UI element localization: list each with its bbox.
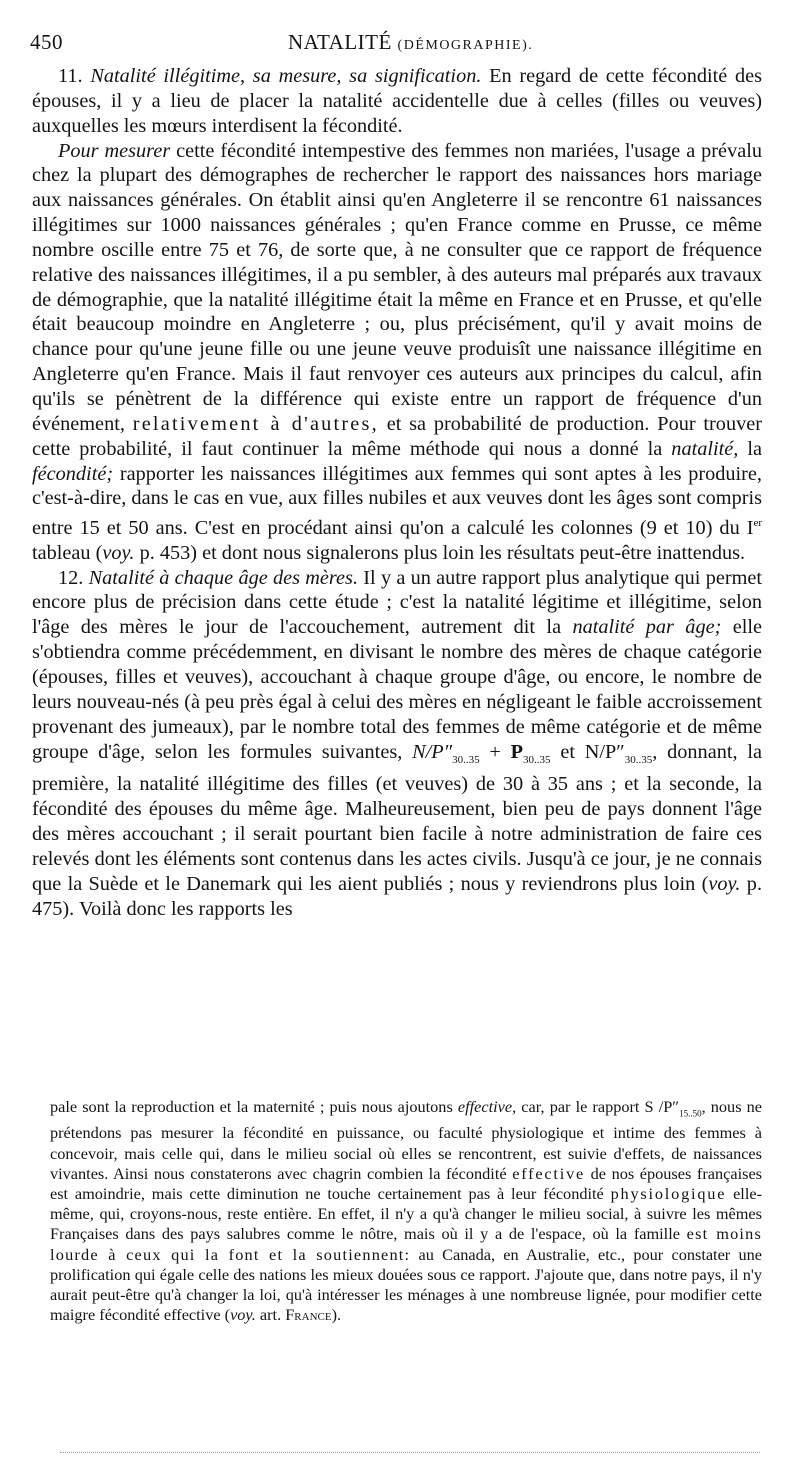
section-12-heading: Natalité à chaque âge des mères. bbox=[88, 566, 359, 589]
footnote-text-7: art. bbox=[259, 1305, 282, 1325]
section-12-paragraph bbox=[32, 566, 762, 922]
section-11-number: 11. bbox=[58, 65, 83, 87]
footnote-small-caps: France bbox=[285, 1305, 332, 1325]
footnote-text-4: de nos épouses françaises est amoindrie, mais cette diminution ne touche certainement pas à leur fécondité bbox=[50, 1163, 763, 1204]
main-text bbox=[32, 64, 762, 922]
measure-italic-natalite: natalité, bbox=[671, 437, 739, 460]
footnote-text-3: , nous ne prétendons pas mesurer la fécondité en puissance, ou faculté physiologique et intime des femmes à concevoir, mais celle qui, dans le milieu social où elles se rencontrent, est suivie d'effets, de naissances vivantes. Ainsi nous constaterons avec chagrin combien la fécondité bbox=[50, 1097, 762, 1183]
measure-text-2: et sa probabilité de production. Pour trouver cette probabilité, il faut continuer la même méthode qui nous a donné la bbox=[32, 412, 762, 460]
measure-lead: Pour mesurer bbox=[58, 139, 171, 162]
page-number: 450 bbox=[30, 30, 63, 54]
footnote-text-2: car, par le rapport S bbox=[521, 1097, 654, 1116]
measure-sup: er bbox=[753, 517, 762, 530]
formula-1b-sub: 30..35 bbox=[523, 753, 551, 766]
footnote-voy: voy. bbox=[230, 1305, 256, 1325]
measure-spaced: relativement à d'autres, bbox=[132, 412, 379, 435]
section-12-text-5: p. 475). Voilà donc les rapports les bbox=[32, 872, 763, 920]
section-12-text-1: Il y a un autre rapport plus analytique qui permet encore plus de précision dans cette étude ; c'est la natalité légitime et illégitime, selon l'âge des mères le jour de l'accouchement, autrement dit la bbox=[32, 566, 762, 639]
bottom-dotted-rule bbox=[60, 1452, 760, 1455]
footnote-spaced-1: effective bbox=[512, 1163, 586, 1183]
footnote-paragraph bbox=[50, 1097, 762, 1325]
formula-plus: + bbox=[479, 740, 511, 763]
section-12-italic: natalité par âge; bbox=[572, 616, 722, 639]
section-11-paragraph bbox=[32, 64, 762, 139]
footnote-text-5: elle-même, qui, croyons-nous, reste entière. En effet, il n'y a qu'à changer le milieu social, à suivre les mêmes Françaises dans des pays salubres comme le nôtre, mais où il y a de l'espace, où la famille bbox=[50, 1184, 762, 1244]
measure-text-3: la bbox=[747, 437, 763, 460]
section-12-voy: voy. bbox=[708, 872, 741, 895]
footnote-formula-sub: 15..50 bbox=[679, 1108, 702, 1119]
footnote-italic-effective: effective, bbox=[457, 1097, 517, 1116]
section-12-text-3: et bbox=[560, 740, 575, 763]
running-title-sub: (DÉMOGRAPHIE). bbox=[397, 38, 534, 53]
measure-text-6: p. 453) et dont nous signalerons plus loin les résultats peut-être inattendus. bbox=[139, 541, 746, 564]
formula-1-sub: 30..35 bbox=[452, 753, 480, 766]
footnote-text-6: au Canada, en Australie, etc., pour constater une prolification qui égale celle des nations les mieux douées sous ce rapport. J'ajoute que, dans notre pays, il n'y aurait peut-être qu'à changer la loi, qu'à intéresser les ménages à une nombreuse lignée, pour modifier cette maigre fécondité effective ( bbox=[50, 1244, 762, 1325]
formula-2-sub: 30..35 bbox=[624, 753, 653, 766]
footnote-text-1: pale sont la reproduction et la maternité ; puis nous ajoutons bbox=[50, 1097, 453, 1116]
formula-2: N/P″ bbox=[584, 740, 625, 763]
running-title-main: NATALITÉ bbox=[288, 30, 392, 54]
footnote-spaced-2: physiologique bbox=[610, 1184, 727, 1204]
measure-text-5: tableau ( bbox=[32, 541, 103, 564]
measure-text-4: rapporter les naissances illégitimes aux femmes qui sont aptes à les produire, c'est-à-dire, dans le cas en vue, aux filles nubiles et aux veuves dont les âges sont compris entre 15 et 50 ans. C'est en procédant ainsi qu'on a calculé les colonnes (9 et 10) du I bbox=[32, 462, 762, 539]
section-12-text-2: elle s'obtiendra comme précédemment, en divisant le nombre des mères de chaque catégorie (épouses, filles et veuves), accouchant à chaque groupe d'âge, ou encore, le nombre de leurs nouveau-nés (à peu près égal à celui des mères en négligeant le faible accroissement provenant des jumeaux), par le nombre total des femmes de même catégorie et de même groupe d'âge, selon les formules suivantes, bbox=[32, 616, 763, 763]
running-title bbox=[288, 30, 533, 55]
footnote-spaced-3: est moins lourde à ceux qui la font et la soutiennent: bbox=[50, 1224, 763, 1264]
measure-paragraph bbox=[32, 139, 762, 566]
measure-italic-fecondite: fécondité; bbox=[32, 462, 114, 485]
section-11-heading: Natalité illégitime, sa mesure, sa signification. bbox=[90, 65, 482, 87]
formula-1: N/P″ bbox=[412, 740, 453, 763]
page-header bbox=[30, 30, 775, 58]
footnote-formula: /P″ bbox=[658, 1097, 680, 1116]
section-12-number: 12. bbox=[58, 566, 84, 589]
footnote bbox=[50, 1097, 762, 1325]
measure-text-1: cette fécondité intempestive des femmes non mariées, l'usage a prévalu chez la plupart des démographes de rechercher le rapport des naissances hors mariage aux naissances générales. On établit ainsi qu'en Angleterre il se rencontre 61 naissances illégitimes sur 1000 naissances générales ; qu'en France comme en Prusse, ce même nombre oscille entre 75 et 76, de sorte que, à ne consulter que ce rapport de fréquence relative des naissances illégitimes, il a pu sembler, à des auteurs mal préparés aux travaux de démographie, que la natalité illégitime était la même en France et en Prusse, et qu'elle était beaucoup moindre en Angleterre ; ou, plus précisément, qu'il y avait moins de chance pour qu'une jeune fille ou une jeune veuve produisît une naissance illégitime en Angleterre qu'en France. Mais il faut renvoyer ces auteurs aux principes du calcul, afin qu'ils se pénètrent de la différence qui existe entre un rapport de fréquence d'un événement, bbox=[32, 139, 762, 435]
footnote-text-8: ). bbox=[331, 1305, 342, 1325]
section-11-text: En regard de cette fécondité des épouses, il y a lieu de placer la natalité accidentelle due à celles (filles ou veuves) auxquelles les mœurs interdisent la fécondité. bbox=[32, 65, 763, 137]
formula-1b: P bbox=[510, 740, 524, 763]
section-12-text-4: , donnant, la première, la natalité illégitime des filles (et veuves) de 30 à 35 ans ; et la seconde, la fécondité des épouses du même âge. Malheureusement, bien peu de pays donnent l'âge des mères accouchant ; il serait pourtant bien facile à notre administration de faire ces relevés dont les éléments sont contenus dans les actes civils. Jusqu'à ce jour, je ne connais que la Suède et le Danemark qui les aient publiés ; nous y reviendrons plus loin ( bbox=[32, 740, 762, 895]
measure-voy: voy. bbox=[102, 541, 135, 564]
